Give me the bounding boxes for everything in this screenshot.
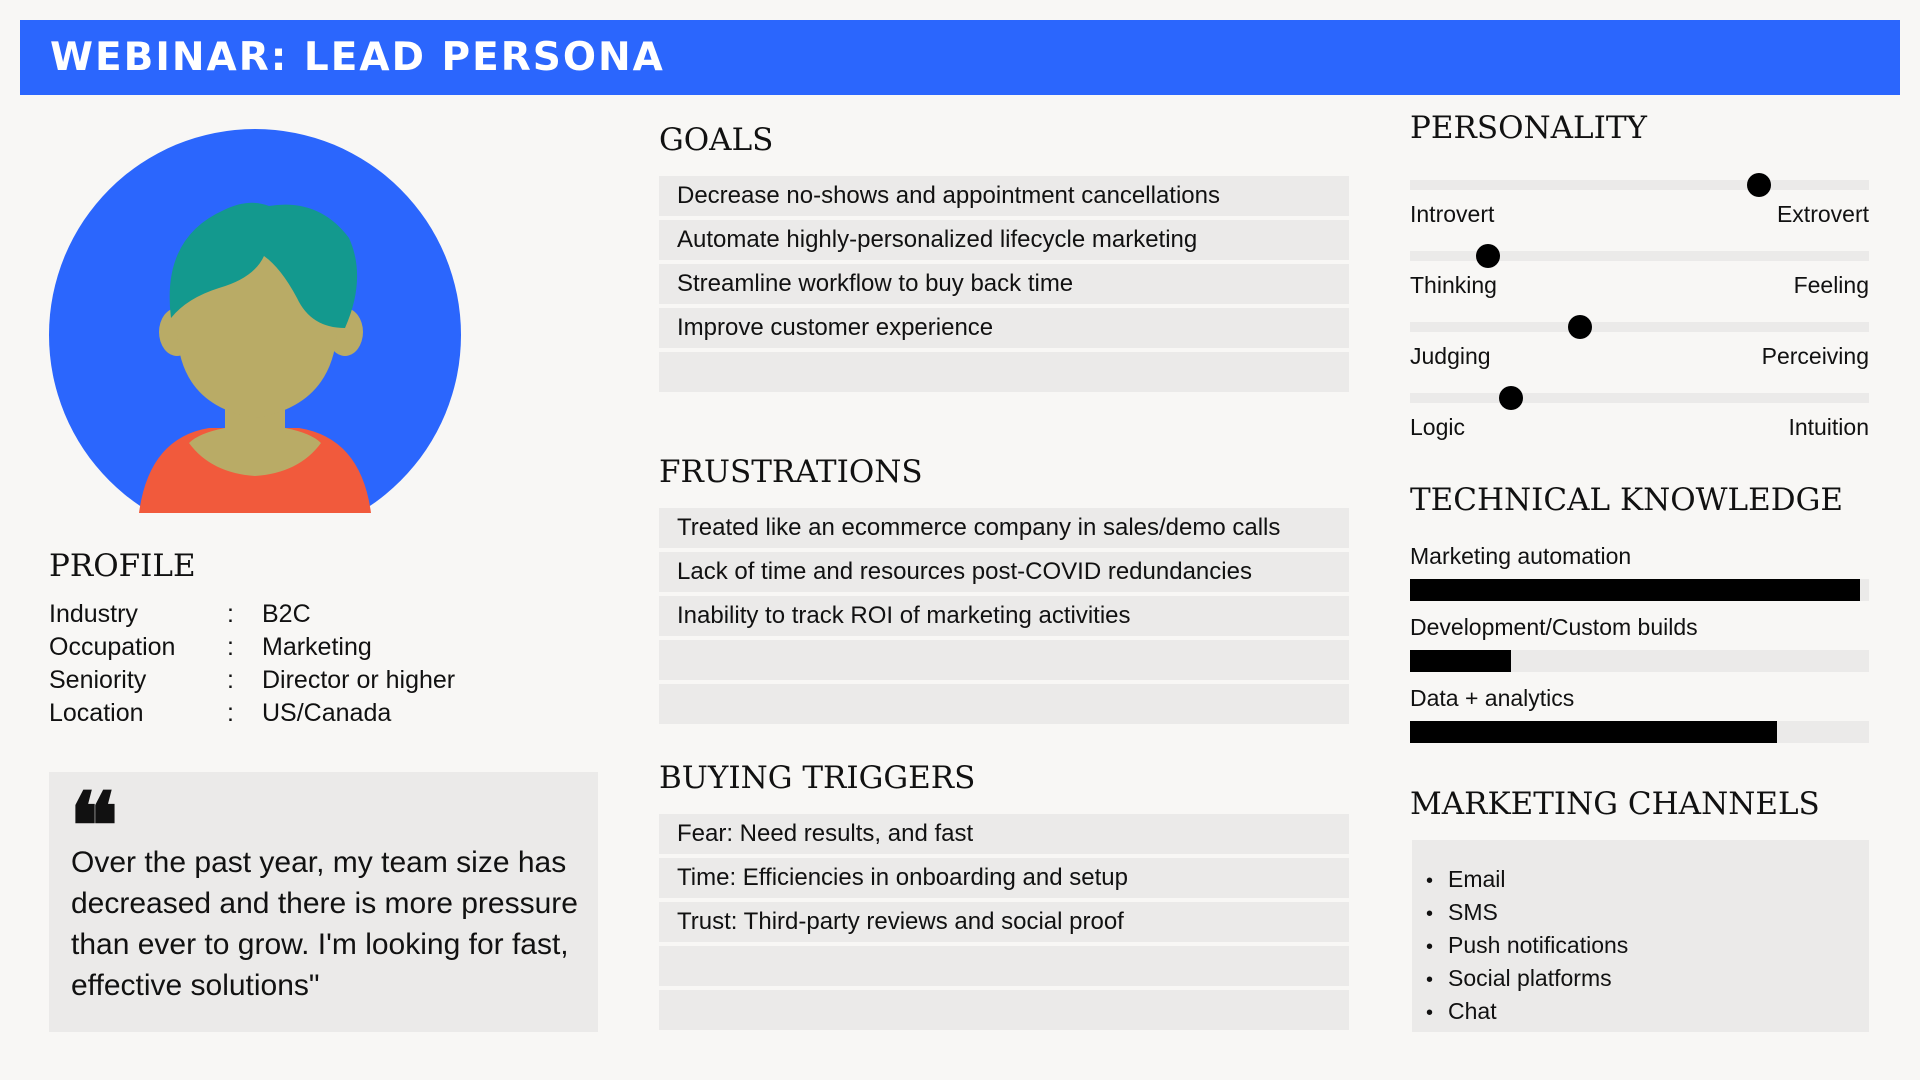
channel-label: Social platforms bbox=[1448, 965, 1612, 991]
bullet-icon: • bbox=[1426, 936, 1434, 958]
profile-label: Industry bbox=[49, 600, 138, 628]
technical-knowledge-heading: TECHNICAL KNOWLEDGE bbox=[1410, 482, 1844, 518]
profile-separator: : bbox=[227, 666, 234, 694]
profile-value: Director or higher bbox=[262, 666, 456, 694]
channel-label: SMS bbox=[1448, 899, 1498, 925]
profile-separator: : bbox=[227, 600, 234, 628]
quote-box bbox=[49, 772, 598, 1032]
bullet-icon: • bbox=[1426, 870, 1434, 892]
profile-label: Location bbox=[49, 699, 144, 727]
buying-trigger-item bbox=[659, 990, 1349, 1030]
trait-slider-handle bbox=[1476, 244, 1500, 268]
marketing-channels-list bbox=[1426, 864, 1628, 1029]
tech-skill-label: Data + analytics bbox=[1410, 685, 1575, 711]
list-item bbox=[1426, 864, 1628, 897]
frustrations-list bbox=[659, 508, 1349, 728]
list-item bbox=[1426, 897, 1628, 930]
personality-trait bbox=[1410, 314, 1869, 374]
trait-slider-track bbox=[1410, 393, 1869, 403]
tech-skill-track bbox=[1410, 721, 1869, 743]
bullet-icon: • bbox=[1426, 903, 1434, 925]
marketing-channels-heading: MARKETING CHANNELS bbox=[1410, 786, 1820, 822]
buying-trigger-item: Fear: Need results, and fast bbox=[659, 814, 1349, 854]
trait-slider-handle bbox=[1568, 315, 1592, 339]
trait-slider-track bbox=[1410, 322, 1869, 332]
frustration-item: Lack of time and resources post-COVID redundancies bbox=[659, 552, 1349, 592]
personality-trait bbox=[1410, 172, 1869, 232]
frustrations-heading: FRUSTRATIONS bbox=[659, 454, 923, 490]
list-item bbox=[1426, 963, 1628, 996]
frustration-item: Treated like an ecommerce company in sales/demo calls bbox=[659, 508, 1349, 548]
profile-value: B2C bbox=[262, 600, 311, 628]
tech-skill-fill bbox=[1410, 650, 1511, 672]
frustration-item bbox=[659, 684, 1349, 724]
tech-skill-label: Development/Custom builds bbox=[1410, 614, 1698, 640]
profile-value: Marketing bbox=[262, 633, 372, 661]
trait-left-label: Judging bbox=[1410, 343, 1491, 369]
buying-trigger-item: Trust: Third-party reviews and social proof bbox=[659, 902, 1349, 942]
tech-skill bbox=[1410, 612, 1869, 682]
trait-right-label: Feeling bbox=[1793, 272, 1869, 298]
trait-left-label: Introvert bbox=[1410, 201, 1495, 227]
tech-skill-fill bbox=[1410, 579, 1860, 601]
trait-slider-track bbox=[1410, 180, 1869, 190]
tech-skill-label: Marketing automation bbox=[1410, 543, 1632, 569]
buying-trigger-item: Time: Efficiencies in onboarding and setup bbox=[659, 858, 1349, 898]
trait-right-label: Intuition bbox=[1788, 414, 1869, 440]
tech-skill bbox=[1410, 683, 1869, 753]
trait-right-label: Perceiving bbox=[1761, 343, 1869, 369]
goal-item: Improve customer experience bbox=[659, 308, 1349, 348]
goal-item: Automate highly-personalized lifecycle marketing bbox=[659, 220, 1349, 260]
channel-label: Push notifications bbox=[1448, 932, 1629, 958]
buying-triggers-heading: BUYING TRIGGERS bbox=[659, 760, 976, 796]
profile-separator: : bbox=[227, 699, 234, 727]
tech-skill bbox=[1410, 541, 1869, 611]
title-banner bbox=[20, 20, 1900, 95]
quote-mark-icon: ❝ bbox=[69, 772, 119, 880]
goals-heading: GOALS bbox=[659, 122, 774, 158]
profile-label: Seniority bbox=[49, 666, 147, 694]
profile-separator: : bbox=[227, 633, 234, 661]
personality-trait bbox=[1410, 243, 1869, 303]
personality-trait bbox=[1410, 385, 1869, 445]
personality-heading: PERSONALITY bbox=[1410, 110, 1647, 146]
tech-skill-track bbox=[1410, 650, 1869, 672]
list-item bbox=[1426, 930, 1628, 963]
trait-right-label: Extrovert bbox=[1776, 201, 1869, 227]
frustration-item bbox=[659, 640, 1349, 680]
goals-list bbox=[659, 176, 1349, 396]
profile-heading: PROFILE bbox=[49, 548, 196, 584]
channel-label: Chat bbox=[1448, 998, 1497, 1024]
tech-skill-fill bbox=[1410, 721, 1777, 743]
goal-item bbox=[659, 352, 1349, 392]
channel-label: Email bbox=[1448, 866, 1506, 892]
trait-slider-handle bbox=[1747, 173, 1771, 197]
trait-left-label: Thinking bbox=[1410, 272, 1497, 298]
goal-item: Streamline workflow to buy back time bbox=[659, 264, 1349, 304]
buying-triggers-list bbox=[659, 814, 1349, 1034]
profile-value: US/Canada bbox=[262, 699, 392, 727]
frustration-item: Inability to track ROI of marketing activities bbox=[659, 596, 1349, 636]
goal-item: Decrease no-shows and appointment cancellations bbox=[659, 176, 1349, 216]
profile-label: Occupation bbox=[49, 633, 176, 661]
trait-slider-handle bbox=[1499, 386, 1523, 410]
trait-left-label: Logic bbox=[1410, 414, 1465, 440]
list-item bbox=[1426, 996, 1628, 1029]
bullet-icon: • bbox=[1426, 1002, 1434, 1024]
person-avatar-icon bbox=[49, 128, 461, 513]
marketing-channels-box bbox=[1412, 840, 1869, 1032]
quote-text: Over the past year, my team size has decreased and there is more pressure than ever to grow. I'm looking for fast, effective solutions" bbox=[71, 846, 578, 1002]
bullet-icon: • bbox=[1426, 969, 1434, 991]
buying-trigger-item bbox=[659, 946, 1349, 986]
page-title: WEBINAR: LEAD PERSONA bbox=[50, 35, 665, 80]
tech-skill-track bbox=[1410, 579, 1869, 601]
